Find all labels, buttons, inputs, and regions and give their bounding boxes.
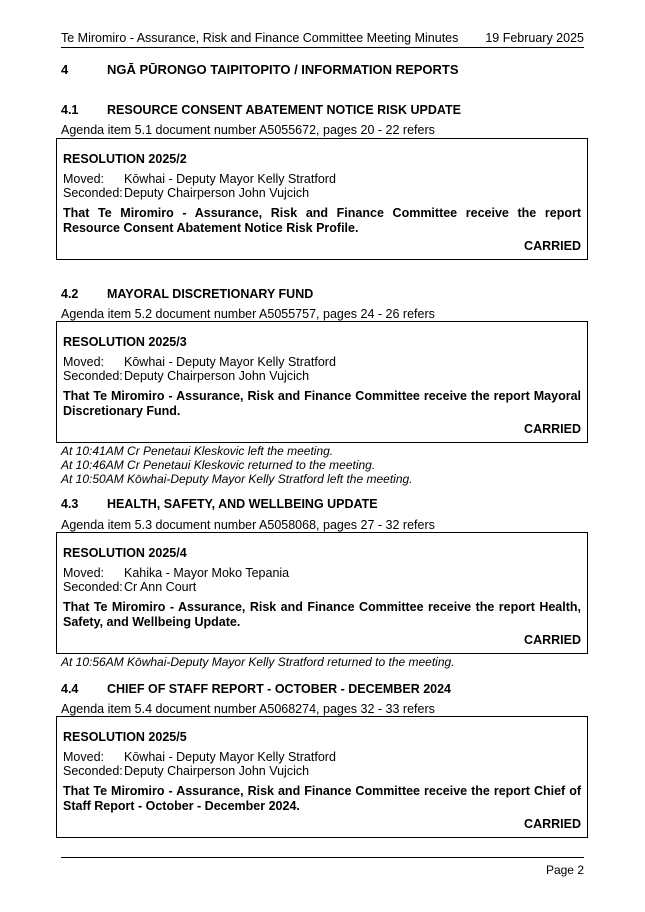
item-number: 4.2 (61, 287, 79, 301)
resolution-heading: RESOLUTION 2025/4 (63, 546, 187, 560)
agenda-reference: Agenda item 5.3 document number A5058068, pages 27 - 32 refers (61, 518, 435, 532)
moved-by: Kahika - Mayor Moko Tepania (124, 566, 290, 580)
document-header-title: Te Miromiro - Assurance, Risk and Finance Committee Meeting Minutes (61, 31, 459, 45)
seconded-by: Deputy Chairperson John Vujcich (124, 764, 310, 778)
item-number: 4.4 (61, 682, 79, 696)
meeting-note: At 10:56AM Kōwhai-Deputy Mayor Kelly Stratford returned to the meeting. (61, 655, 455, 669)
carried-label: CARRIED (524, 817, 581, 831)
moved-row: Moved: Kōwhai - Deputy Mayor Kelly Stratford (63, 355, 336, 369)
item-title: RESOURCE CONSENT ABATEMENT NOTICE RISK UPDATE (107, 103, 461, 117)
seconded-by: Deputy Chairperson John Vujcich (124, 186, 310, 200)
document-header-date: 19 February 2025 (485, 31, 584, 45)
header-divider (61, 47, 584, 48)
moved-by: Kōwhai - Deputy Mayor Kelly Stratford (124, 355, 336, 369)
resolution-heading: RESOLUTION 2025/2 (63, 152, 187, 166)
agenda-reference: Agenda item 5.1 document number A5055672, pages 20 - 22 refers (61, 123, 435, 137)
resolution-box (56, 138, 588, 260)
item-title: CHIEF OF STAFF REPORT - OCTOBER - DECEMBER 2024 (107, 682, 452, 696)
resolution-box (56, 716, 588, 838)
resolution-box (56, 321, 588, 443)
section-title: NGĀ PŪRONGO TAIPITOPITO / INFORMATION REPORTS (107, 62, 459, 77)
agenda-reference: Agenda item 5.4 document number A5068274, pages 32 - 33 refers (61, 702, 435, 716)
seconded-row: Seconded:Deputy Chairperson John Vujcich (63, 369, 310, 383)
meeting-note: At 10:41AM Cr Penetaui Kleskovic left the meeting. (61, 444, 334, 458)
moved-row: Moved: Kōwhai - Deputy Mayor Kelly Stratford (63, 172, 336, 186)
item-number: 4.3 (61, 497, 79, 511)
resolution-heading: RESOLUTION 2025/5 (63, 730, 187, 744)
item-title: HEALTH, SAFETY, AND WELLBEING UPDATE (107, 497, 378, 511)
agenda-reference: Agenda item 5.2 document number A5055757, pages 24 - 26 refers (61, 307, 435, 321)
item-title: MAYORAL DISCRETIONARY FUND (107, 287, 314, 301)
seconded-row: Seconded:Deputy Chairperson John Vujcich (63, 186, 310, 200)
seconded-row: Seconded:Deputy Chairperson John Vujcich (63, 764, 310, 778)
seconded-by: Cr Ann Court (124, 580, 197, 594)
footer-divider (61, 857, 584, 858)
moved-row: Moved: Kahika - Mayor Moko Tepania (63, 566, 290, 580)
moved-by: Kōwhai - Deputy Mayor Kelly Stratford (124, 750, 336, 764)
resolution-text: That Te Miromiro - Assurance, Risk and Finance Committee receive the report Chief of Staff Report - October - December 2024. (63, 784, 581, 813)
resolution-box (56, 532, 588, 654)
seconded-by: Deputy Chairperson John Vujcich (124, 369, 310, 383)
carried-label: CARRIED (524, 239, 581, 253)
resolution-heading: RESOLUTION 2025/3 (63, 335, 187, 349)
meeting-note: At 10:46AM Cr Penetaui Kleskovic returned to the meeting. (61, 458, 376, 472)
meeting-note: At 10:50AM Kōwhai-Deputy Mayor Kelly Stratford left the meeting. (61, 472, 413, 486)
moved-row: Moved: Kōwhai - Deputy Mayor Kelly Stratford (63, 750, 336, 764)
seconded-row: Seconded:Cr Ann Court (63, 580, 197, 594)
moved-by: Kōwhai - Deputy Mayor Kelly Stratford (124, 172, 336, 186)
resolution-text: That Te Miromiro - Assurance, Risk and Finance Committee receive the report Health, Safety, and Wellbeing Update. (63, 600, 581, 629)
section-number: 4 (61, 62, 69, 77)
page-number: Page 2 (545, 863, 584, 877)
item-number: 4.1 (61, 103, 79, 117)
carried-label: CARRIED (524, 633, 581, 647)
carried-label: CARRIED (524, 422, 581, 436)
resolution-text: That Te Miromiro - Assurance, Risk and Finance Committee receive the report Mayoral Discretionary Fund. (63, 389, 581, 418)
resolution-text: That Te Miromiro - Assurance, Risk and Finance Committee receive the report Resource Consent Abatement Notice Risk Profile. (63, 206, 581, 235)
